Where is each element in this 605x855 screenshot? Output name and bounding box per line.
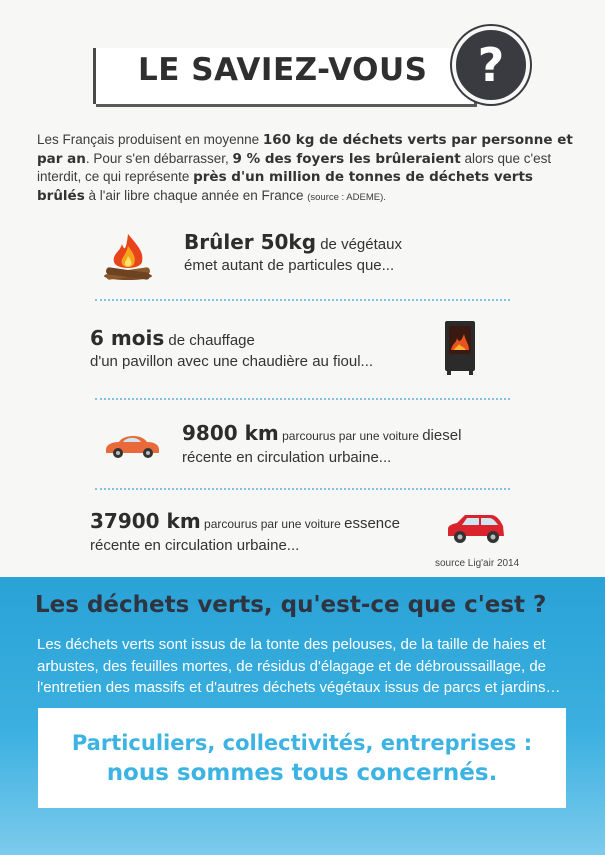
fact-4 <box>90 511 400 556</box>
source-note: source Lig'air 2014 <box>435 558 520 569</box>
fact-4-subtext: récente en circulation urbaine... <box>90 537 300 554</box>
dotted-divider <box>95 398 510 400</box>
fact-2 <box>90 328 373 372</box>
fact-4-small: parcourus par une voiture <box>200 517 345 531</box>
slogan <box>38 728 566 788</box>
fact-3-subtext: récente en circulation urbaine... <box>182 449 392 466</box>
fact-3 <box>182 423 461 468</box>
car-icon <box>103 430 161 460</box>
intro-text-4: à l'air libre chaque année en France <box>84 187 308 203</box>
intro-text-1: Les Français produisent en moyenne <box>37 132 263 147</box>
fact-1-highlight: Brûler 50kg <box>184 230 317 254</box>
intro-bold-2: 9 % des foyers les brûleraient <box>232 150 461 167</box>
car-icon <box>445 512 507 546</box>
fact-3-text: diesel <box>422 427 462 444</box>
section-description: Les déchets verts sont issus de la tonte des pelouses, de la taille de haies et arbustes, des feuilles mortes, de résidus d'élagage et de débroussaillage, de l'entretien des massifs et d'autres déchets végétaux issus de parcs et jardins… <box>37 636 561 696</box>
campfire-icon <box>102 232 154 282</box>
fact-2-highlight: 6 mois <box>90 326 165 350</box>
question-mark-icon: ? <box>477 38 505 92</box>
intro-source: (source : ADEME). <box>307 191 386 203</box>
dotted-divider <box>95 488 510 490</box>
fact-3-small: parcourus par une voiture <box>278 429 423 443</box>
heater-icon <box>444 320 476 376</box>
intro-text-3: alors que c'est interdit, ce qui représente <box>37 150 552 184</box>
fact-1-text: de végétaux <box>316 236 402 253</box>
intro-paragraph <box>37 131 575 207</box>
slogan-line-1: Particuliers, collectivités, entreprises : <box>71 731 533 755</box>
question-badge <box>452 26 530 104</box>
intro-bold-1: 160 kg de déchets verts par personne et par an <box>37 132 573 167</box>
page-title: LE SAVIEZ-VOUS <box>138 52 428 88</box>
fact-3-highlight: 9800 km <box>182 421 279 445</box>
fact-2-text: de chauffage <box>164 332 255 349</box>
fact-1 <box>184 232 402 276</box>
fact-4-highlight: 37900 km <box>90 509 201 533</box>
intro-text-2: . Pour s'en débarrasser, <box>85 150 233 166</box>
section-title: Les déchets verts, qu'est-ce que c'est ? <box>35 592 547 618</box>
fact-2-subtext: d'un pavillon avec une chaudière au fioul... <box>90 353 374 370</box>
dotted-divider <box>95 299 510 301</box>
intro-bold-3: près d'un million de tonnes de déchets verts brûlés <box>37 169 533 204</box>
slogan-line-2: nous sommes tous concernés. <box>106 760 498 786</box>
fact-1-subtext: émet autant de particules que... <box>184 257 395 274</box>
fact-4-text: essence <box>344 515 400 532</box>
